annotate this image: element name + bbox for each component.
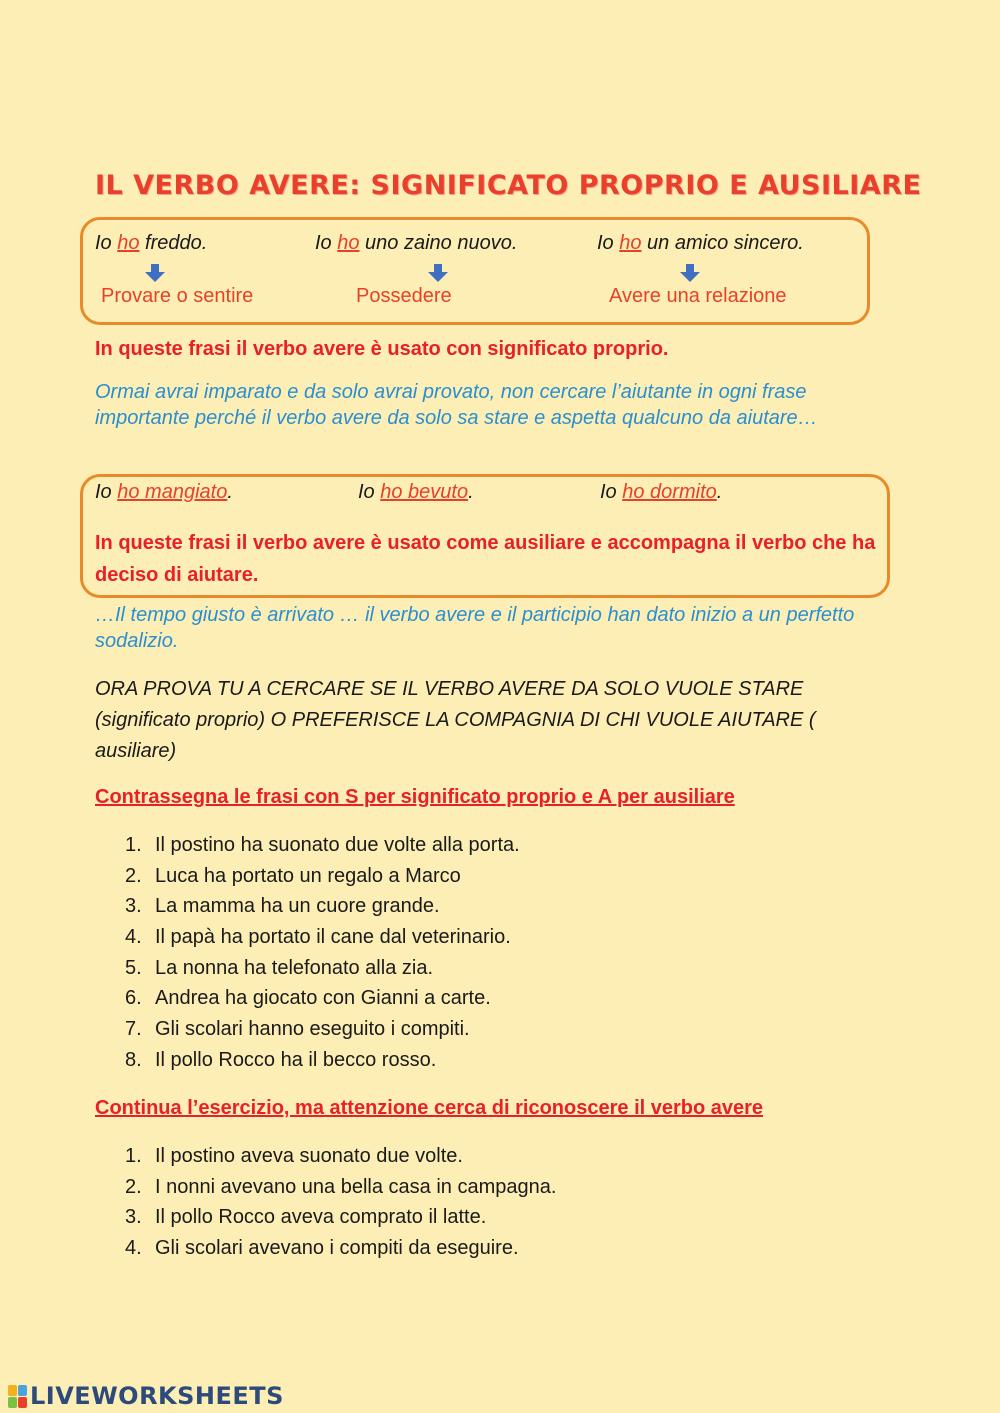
list-item-text: Gli scolari hanno eseguito i compiti.	[155, 1018, 470, 1041]
example-pre: Io	[597, 232, 620, 254]
example-pre: Io	[358, 481, 381, 503]
list-item: 4. Il papà ha portato il cane dal veterinario.	[125, 926, 511, 949]
explanation-text-2: …Il tempo giusto è arrivato … il verbo avere e il participio han dato inizio a un perfetto sodalizio.	[95, 604, 855, 652]
list-item: 1. Il postino ha suonato due volte alla porta.	[125, 834, 520, 856]
example-sentence-1	[95, 232, 207, 255]
list-item-text: Il postino ha suonato due volte alla porta.	[155, 834, 520, 856]
list-item-text: Il papà ha portato il cane dal veterinario.	[155, 926, 511, 949]
example-verb: ho bevuto	[380, 481, 469, 503]
aux-example-3	[600, 481, 722, 504]
aux-example-2	[358, 481, 474, 504]
arrow-down-icon	[428, 264, 448, 282]
exercise1-heading: Contrassegna le frasi con S per significato proprio e A per ausiliare	[95, 786, 735, 808]
statement-ausiliare: In queste frasi il verbo avere è usato come ausiliare e accompagna il verbo che ha deciso di aiutare.	[95, 532, 876, 586]
example-post: uno zaino nuovo.	[359, 232, 518, 254]
meaning-label-2: Possedere	[356, 285, 452, 307]
page-title: IL VERBO AVERE: SIGNIFICATO PROPRIO E AUSILIARE	[95, 170, 922, 201]
liveworksheets-logo	[8, 1382, 284, 1410]
list-item: 7. Gli scolari hanno eseguito i compiti.	[125, 1018, 470, 1041]
logo-blocks-icon	[8, 1385, 28, 1409]
list-item-text: Andrea ha giocato con Gianni a carte.	[155, 987, 491, 1010]
list-item-text: La nonna ha telefonato alla zia.	[155, 956, 433, 979]
example-post: .	[227, 481, 233, 503]
list-item-text: Gli scolari avevano i compiti da eseguire.	[155, 1237, 519, 1260]
instructions-text: ORA PROVA TU A CERCARE SE IL VERBO AVERE DA SOLO VUOLE STARE (significato proprio) O PREFERISCE LA COMPAGNIA DI CHI VUOLE AIUTARE ( ausiliare)	[95, 678, 816, 762]
arrow-down-icon	[145, 264, 165, 282]
list-item: 6. Andrea ha giocato con Gianni a carte.	[125, 987, 491, 1010]
list-item: 3. La mamma ha un cuore grande.	[125, 895, 440, 918]
example-pre: Io	[600, 481, 623, 503]
arrow-down-icon	[680, 264, 700, 282]
example-verb: ho	[337, 232, 360, 254]
example-verb: ho	[619, 232, 642, 254]
list-item: 2. I nonni avevano una bella casa in campagna.	[125, 1175, 557, 1198]
list-item-text: Il pollo Rocco aveva comprato il latte.	[155, 1206, 487, 1229]
example-post: un amico sincero.	[641, 232, 804, 254]
list-item-text: I nonni avevano una bella casa in campagna.	[155, 1175, 557, 1198]
example-verb: ho dormito	[622, 481, 717, 503]
list-item-text: Il postino aveva suonato due volte.	[155, 1145, 463, 1167]
example-post: .	[468, 481, 474, 503]
example-verb: ho	[117, 232, 140, 254]
list-item: 2. Luca ha portato un regalo a Marco	[125, 864, 461, 887]
example-sentence-2	[315, 232, 517, 255]
exercise2-list	[125, 1141, 556, 1264]
example-verb: ho mangiato	[117, 481, 228, 503]
example-pre: Io	[95, 481, 118, 503]
list-item-text: Luca ha portato un regalo a Marco	[155, 864, 461, 887]
example-sentence-3	[597, 232, 804, 255]
example-post: freddo.	[139, 232, 208, 254]
statement-proprio: In queste frasi il verbo avere è usato con significato proprio.	[95, 338, 669, 360]
list-item: 8. Il pollo Rocco ha il becco rosso.	[125, 1048, 437, 1071]
list-item: 5. La nonna ha telefonato alla zia.	[125, 956, 433, 979]
meaning-label-1: Provare o sentire	[101, 285, 254, 307]
exercise2-heading: Continua l’esercizio, ma attenzione cerca di riconoscere il verbo avere	[95, 1097, 764, 1119]
list-item: 3. Il pollo Rocco aveva comprato il latte.	[125, 1206, 487, 1229]
list-item-text: La mamma ha un cuore grande.	[155, 895, 440, 918]
example-post: .	[716, 481, 723, 503]
aux-example-1	[95, 481, 233, 504]
list-item: 4. Gli scolari avevano i compiti da eseguire.	[125, 1237, 519, 1260]
list-item: 1. Il postino aveva suonato due volte.	[125, 1145, 463, 1167]
example-pre: Io	[315, 232, 338, 254]
logo-text: LIVEWORKSHEETS	[30, 1382, 284, 1410]
example-pre: Io	[95, 232, 118, 254]
list-item-text: Il pollo Rocco ha il becco rosso.	[155, 1048, 437, 1071]
meaning-label-3: Avere una relazione	[609, 285, 787, 307]
exercise1-list	[125, 830, 520, 1076]
explanation-text-1: Ormai avrai imparato e da solo avrai provato, non cercare l’aiutante in ogni frase importante perché il verbo avere da solo sa stare e aspetta qualcuno da aiutare…	[95, 381, 818, 429]
